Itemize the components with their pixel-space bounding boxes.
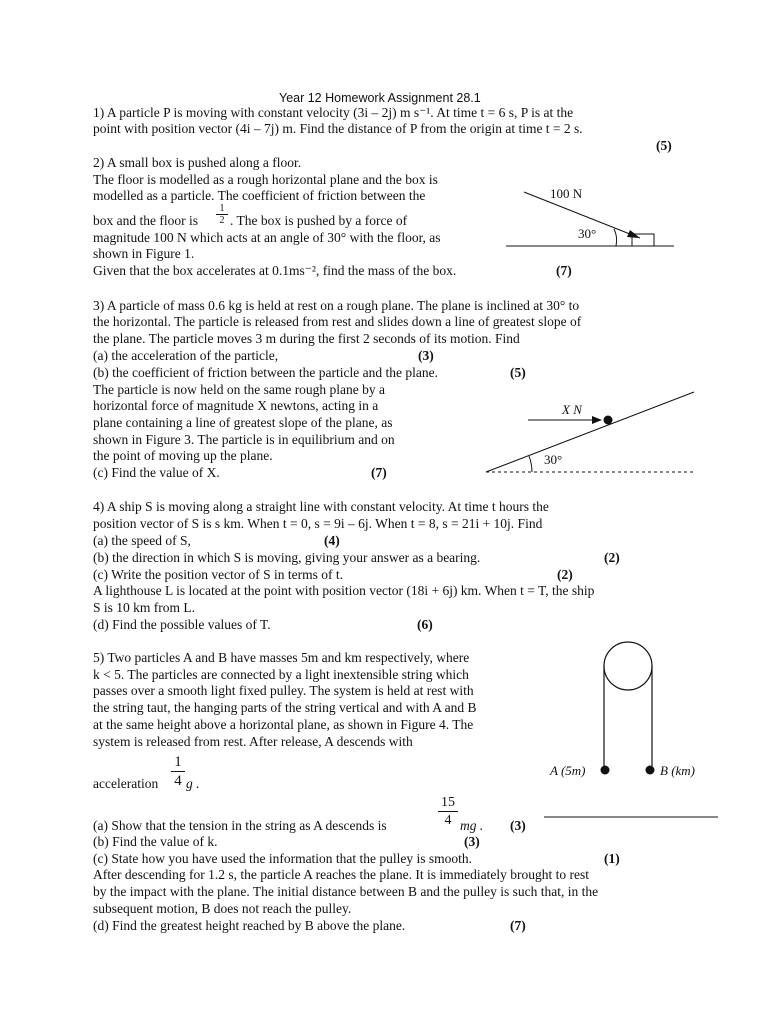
angle-arc xyxy=(529,456,532,472)
q4-marks-c: (2) xyxy=(557,567,573,582)
q2-line: The floor is modelled as a rough horizontal plane and the box is xyxy=(93,172,438,187)
figure-1-force-label: 100 N xyxy=(550,186,583,201)
particle-b xyxy=(646,766,655,775)
q5-acceleration-fraction xyxy=(171,753,185,790)
q4-line: A lighthouse L is located at the point with position vector (18i + 6j) km. When t = T, the ship xyxy=(93,583,595,598)
particle-a xyxy=(601,766,610,775)
q4-part-d: (d) Find the possible values of T. xyxy=(93,617,271,632)
q4-marks-a: (4) xyxy=(324,533,340,548)
figure-3-angle-label: 30° xyxy=(544,452,563,467)
q5-marks-d: (7) xyxy=(510,918,526,933)
q3-part-b: (b) the coefficient of friction between the particle and the plane. xyxy=(93,365,438,380)
q5-line: passes over a smooth light fixed pulley. The system is held at rest with xyxy=(93,683,474,698)
q4-part-c: (c) Write the position vector of S in terms of t. xyxy=(93,567,344,582)
q5-line: the string taut, the hanging parts of the string vertical and with A and B xyxy=(93,700,477,715)
q5-tension-denominator: 4 xyxy=(444,813,452,828)
figure-1-diagram xyxy=(506,182,676,252)
figure-3-diagram xyxy=(484,392,699,477)
page-title: Year 12 Homework Assignment 28.1 xyxy=(279,91,481,105)
q3-line: plane containing a line of greatest slope of the plane, as xyxy=(93,415,393,430)
q5-tension-fraction xyxy=(438,794,458,829)
q4-part-a: (a) the speed of S, xyxy=(93,533,191,548)
q3-line: The particle is now held on the same rough plane by a xyxy=(93,382,386,397)
q2-mu-denominator: 2 xyxy=(219,215,225,226)
q5-part-d: (d) Find the greatest height reached by B above the plane. xyxy=(93,918,406,933)
q3-line: 3) A particle of mass 0.6 kg is held at rest on a rough plane. The plane is inclined at 30° to xyxy=(93,298,580,313)
q4-marks-d: (6) xyxy=(417,617,433,632)
q2-line: Given that the box accelerates at 0.1ms⁻², find the mass of the box. xyxy=(93,263,457,278)
q3-part-a: (a) the acceleration of the particle, xyxy=(93,348,279,363)
q3-line: the point of moving up the plane. xyxy=(93,448,273,463)
q5-marks-c: (1) xyxy=(604,851,620,866)
q2-line: . The box is pushed by a force of xyxy=(230,213,408,228)
angle-arc xyxy=(614,229,617,246)
q1-line1: 1) A particle P is moving with constant velocity (3i – 2j) m s⁻¹. At time t = 6 s, P is at the xyxy=(93,105,574,120)
q5-line: After descending for 1.2 s, the particle A reaches the plane. It is immediately brought to rest xyxy=(93,867,589,882)
label-a: A (5m) xyxy=(550,763,586,778)
pulley xyxy=(604,642,652,690)
q5-line: by the impact with the plane. The initial distance between B and the pulley is such that, in the xyxy=(93,884,599,899)
q3-part-c: (c) Find the value of X. xyxy=(93,465,220,480)
particle-dot xyxy=(604,416,613,425)
inclined-plane xyxy=(486,392,694,472)
q1-marks: (5) xyxy=(656,138,672,153)
q3-line: horizontal force of magnitude X newtons, acting in a xyxy=(93,398,379,413)
q5-tension-numerator: 15 xyxy=(438,794,458,812)
q2-line: modelled as a particle. The coefficient of friction between the xyxy=(93,188,426,203)
q5-marks-a: (3) xyxy=(510,818,526,833)
q5-acceleration-g: g . xyxy=(186,776,200,791)
q5-line: 5) Two particles A and B have masses 5m and km respectively, where xyxy=(93,650,470,665)
q5-part-c: (c) State how you have used the information that the pulley is smooth. xyxy=(93,851,473,866)
q3-line: the plane. The particle moves 3 m during the first 2 seconds of its motion. Find xyxy=(93,331,520,346)
q5-line: k < 5. The particles are connected by a light inextensible string which xyxy=(93,667,469,682)
arrowhead-icon xyxy=(592,416,602,424)
q5-accel-denominator: 4 xyxy=(174,773,182,789)
q2-line: box and the floor is xyxy=(93,213,198,228)
q3-marks-c: (7) xyxy=(371,465,387,480)
q4-line: S is 10 km from L. xyxy=(93,600,196,615)
q3-line: the horizontal. The particle is released from rest and slides down a line of greatest slope of xyxy=(93,314,582,329)
q5-tension-mg: mg . xyxy=(460,818,484,833)
q5-line: subsequent motion, B does not reach the pulley. xyxy=(93,901,352,916)
q1-line2: point with position vector (4i – 7j) m. Find the distance of P from the origin at time t = 2 s. xyxy=(93,121,583,136)
q4-line: position vector of S is s km. When t = 0, s = 9i – 6j. When t = 8, s = 21i + 10j. Find xyxy=(93,516,543,531)
q2-line: shown in Figure 1. xyxy=(93,246,195,261)
q4-part-b: (b) the direction in which S is moving, giving your answer as a bearing. xyxy=(93,550,481,565)
q5-part-a: (a) Show that the tension in the string as A descends is xyxy=(93,818,387,833)
q2-mu-fraction xyxy=(216,203,228,226)
q5-line: system is released from rest. After release, A descends with xyxy=(93,734,413,749)
q2-marks: (7) xyxy=(556,263,572,278)
q5-line: at the same height above a horizontal plane, as shown in Figure 4. The xyxy=(93,717,474,732)
figure-3-force-label: X N xyxy=(562,402,582,417)
q4-line: 4) A ship S is moving along a straight line with constant velocity. At time t hours the xyxy=(93,499,549,514)
q5-part-b: (b) Find the value of k. xyxy=(93,834,218,849)
q3-marks-a: (3) xyxy=(418,348,434,363)
label-b: B (km) xyxy=(660,763,696,778)
q3-marks-b: (5) xyxy=(510,365,526,380)
figure-4-diagram xyxy=(544,640,729,820)
q4-marks-b: (2) xyxy=(604,550,620,565)
q5-accel-numerator: 1 xyxy=(171,753,185,772)
figure-1-angle-label: 30° xyxy=(578,226,597,241)
q5-marks-b: (3) xyxy=(464,834,480,849)
q3-line: shown in Figure 3. The particle is in equilibrium and on xyxy=(93,432,395,447)
q2-mu-numerator: 1 xyxy=(216,203,228,215)
q2-line: magnitude 100 N which acts at an angle of 30° with the floor, as xyxy=(93,230,441,245)
q2-line: 2) A small box is pushed along a floor. xyxy=(93,155,302,170)
q5-acceleration-word: acceleration xyxy=(93,776,159,791)
